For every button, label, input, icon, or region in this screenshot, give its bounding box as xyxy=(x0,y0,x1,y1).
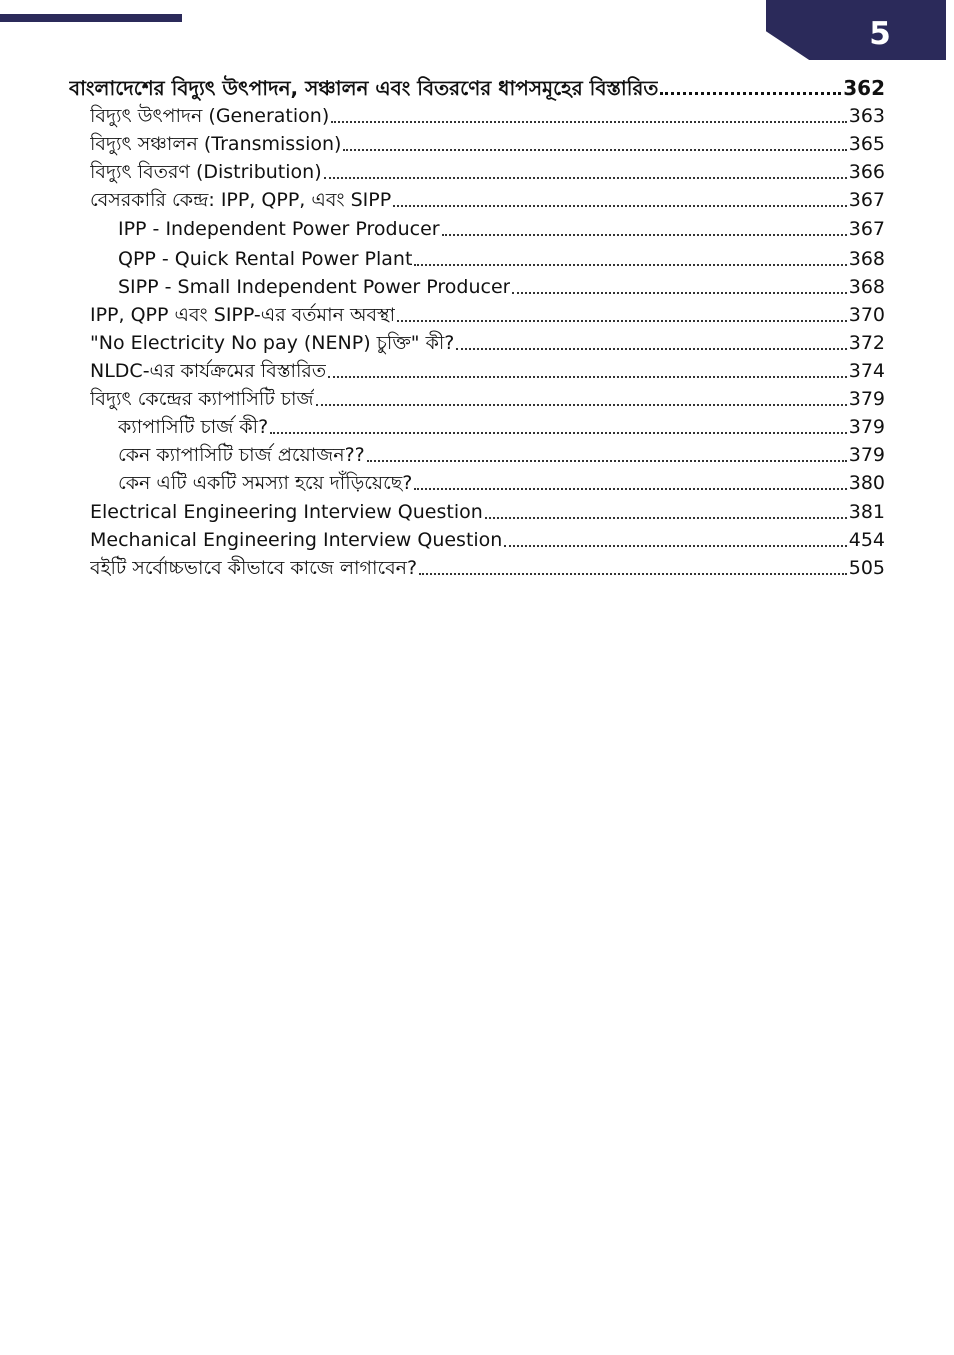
toc-leader-dots xyxy=(331,121,846,123)
toc-entry-title: কেন ক্যাপাসিটি চার্জ প্রয়োজন?? xyxy=(118,444,365,466)
toc-entry-title: NLDC-এর কার্যক্রমের বিস্তারিত xyxy=(90,360,327,382)
toc-entry-title: বিদ্যুৎ উৎপাদন (Generation) xyxy=(90,105,330,127)
toc-entry-title: কেন এটি একটি সমস্যা হয়ে দাঁড়িয়েছে? xyxy=(118,472,413,494)
toc-entry-page: 365 xyxy=(848,133,885,155)
toc-entry-title: বিদ্যুৎ কেন্দ্রের ক্যাপাসিটি চার্জ xyxy=(90,388,314,410)
toc-leader-dots xyxy=(485,517,847,519)
toc-entry-title: IPP - Independent Power Producer xyxy=(118,218,440,240)
toc-entry-page: 379 xyxy=(848,444,885,466)
toc-entry-page: 368 xyxy=(848,276,885,298)
header-rule xyxy=(0,14,182,22)
toc-entry-page: 368 xyxy=(848,248,885,270)
toc-entry[interactable] xyxy=(90,158,885,186)
toc-entry[interactable] xyxy=(118,413,885,441)
toc-entry-title: Electrical Engineering Interview Question xyxy=(90,501,483,523)
toc-entry[interactable] xyxy=(90,554,885,582)
toc-leader-dots xyxy=(414,264,846,266)
toc-leader-dots xyxy=(328,376,847,378)
toc-leader-dots xyxy=(367,460,847,462)
toc-entry-page: 367 xyxy=(848,189,885,211)
toc-entry-page: 366 xyxy=(848,161,885,183)
toc-entry-title: SIPP - Small Independent Power Producer xyxy=(118,276,511,298)
toc-entry[interactable] xyxy=(90,526,885,554)
toc-entry-page: 505 xyxy=(848,557,885,579)
toc-entry[interactable] xyxy=(90,385,885,413)
toc-leader-dots xyxy=(442,234,847,236)
toc-leader-dots xyxy=(414,488,846,490)
toc-entry-page: 379 xyxy=(848,416,885,438)
toc-leader-dots xyxy=(324,177,847,179)
toc-entry-page: 379 xyxy=(848,388,885,410)
toc-entry-page: 370 xyxy=(848,304,885,326)
toc-entry-title: বিদ্যুৎ বিতরণ (Distribution) xyxy=(90,161,322,183)
toc-entry-page: 454 xyxy=(848,529,885,551)
toc-entry-title: বিদ্যুৎ সঞ্চালন (Transmission) xyxy=(90,133,342,155)
toc-entry[interactable] xyxy=(90,130,885,158)
toc-entry[interactable] xyxy=(90,498,885,526)
toc-entry-page: 362 xyxy=(843,76,885,100)
toc-entry[interactable] xyxy=(90,102,885,130)
toc-leader-dots xyxy=(343,149,846,151)
toc-entry-title: Mechanical Engineering Interview Question xyxy=(90,529,503,551)
toc-entry-page: 381 xyxy=(848,501,885,523)
toc-entry[interactable] xyxy=(118,273,885,301)
toc-entry-title: QPP - Quick Rental Power Plant xyxy=(118,248,413,270)
toc-entry-title: "No Electricity No pay (NENP) চুক্তি" কী? xyxy=(90,332,455,354)
toc-entry-page: 380 xyxy=(848,472,885,494)
toc-leader-dots xyxy=(504,545,846,547)
toc-entry-title: বাংলাদেশের বিদ্যুৎ উৎপাদন, সঞ্চালন এবং বিতরণের ধাপসমূহের বিস্তারিত xyxy=(69,76,659,100)
toc-leader-dots xyxy=(397,320,847,322)
toc-leader-dots xyxy=(393,205,847,207)
toc-entry-page: 367 xyxy=(848,218,885,240)
toc-entry[interactable] xyxy=(118,441,885,469)
toc-entry-title: ক্যাপাসিটি চার্জ কী? xyxy=(118,416,269,438)
toc-entry-title: IPP, QPP এবং SIPP-এর বর্তমান অবস্থা xyxy=(90,304,396,326)
toc-entry[interactable] xyxy=(90,329,885,357)
toc-entry-page: 372 xyxy=(848,332,885,354)
toc-entry[interactable] xyxy=(90,301,885,329)
toc-entry[interactable] xyxy=(90,186,885,214)
toc-entry-title: বইটি সর্বোচ্চভাবে কীভাবে কাজে লাগাবেন? xyxy=(90,557,418,579)
toc-entry[interactable] xyxy=(118,469,885,497)
toc-entry[interactable] xyxy=(90,357,885,385)
toc-leader-dots xyxy=(270,432,847,434)
toc-entry[interactable] xyxy=(69,74,885,102)
page-number: 5 xyxy=(869,16,891,52)
toc-leader-dots xyxy=(456,348,846,350)
toc-entry-page: 363 xyxy=(848,105,885,127)
toc-leader-dots xyxy=(419,573,847,575)
toc-leader-dots xyxy=(316,404,847,406)
toc-leader-dots xyxy=(660,92,841,95)
toc-entry-title: বেসরকারি কেন্দ্র: IPP, QPP, এবং SIPP xyxy=(90,189,392,211)
toc-entry[interactable] xyxy=(118,215,885,243)
toc-leader-dots xyxy=(512,292,846,294)
toc-entry-page: 374 xyxy=(848,360,885,382)
toc-entry[interactable] xyxy=(118,245,885,273)
